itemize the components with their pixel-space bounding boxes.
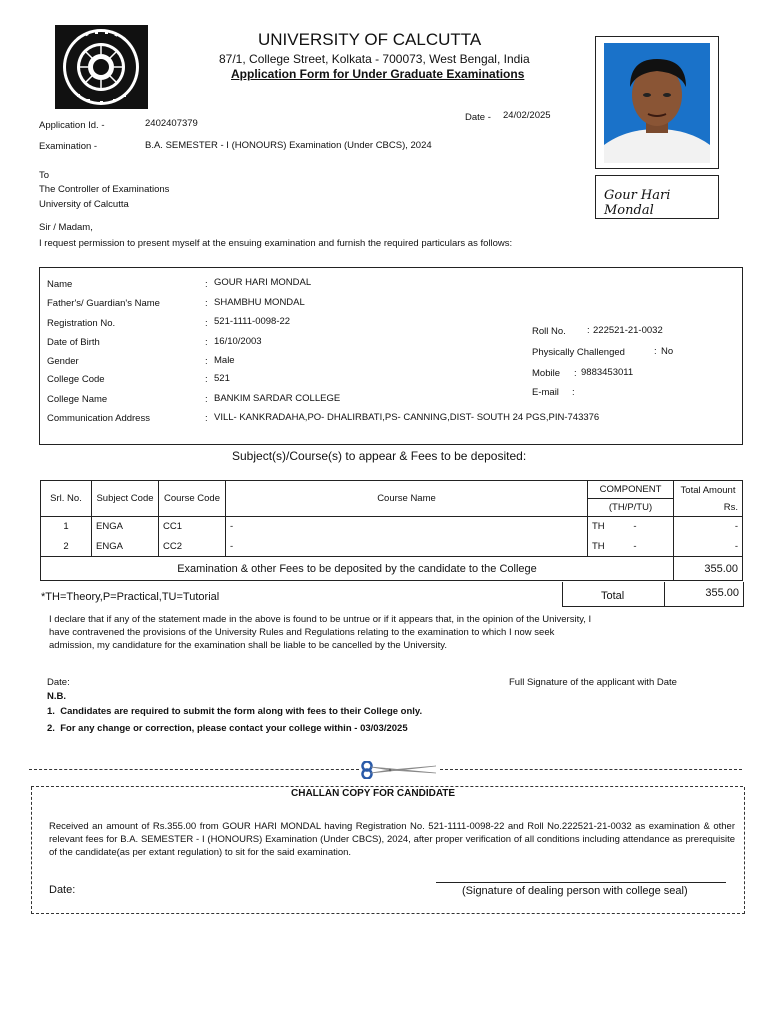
form-title: Application Form for Under Graduate Examinations: [231, 67, 525, 81]
colon: :: [205, 394, 208, 405]
colon: :: [654, 346, 657, 357]
colon: :: [587, 325, 590, 336]
physically-challenged-label: Physically Challenged: [532, 347, 625, 358]
colon: :: [572, 387, 575, 398]
applicant-signature-label: Full Signature of the applicant with Date: [509, 677, 677, 688]
name-label: Name: [47, 279, 73, 290]
applicant-signature: Gour Hari Mondal: [604, 188, 671, 218]
nb-label: N.B.: [47, 691, 66, 702]
addressee-line2: University of Calcutta: [39, 199, 129, 210]
gender-label: Gender: [47, 356, 79, 367]
declaration-line3: admission, my candidature for the examination shall be liable to be cancelled by the University.: [49, 640, 447, 651]
subjects-heading: Subject(s)/Course(s) to appear & Fees to be deposited:: [232, 449, 527, 463]
colon: :: [205, 356, 208, 367]
applicant-photo: [595, 36, 719, 169]
colon: :: [205, 413, 208, 424]
note-2-text: For any change or correction, please contact your college within - 03/03/2025: [60, 723, 408, 734]
university-address: 87/1, College Street, Kolkata - 700073, West Bengal, India: [219, 52, 530, 66]
fees-row: [41, 557, 743, 581]
dealing-signature-label: (Signature of dealing person with college seal): [462, 885, 688, 897]
colon: :: [205, 298, 208, 309]
col-srl: Srl. No.: [41, 481, 92, 517]
row-amount: -: [674, 517, 743, 537]
note-2-number: 2.: [47, 723, 55, 734]
email-label: E-mail: [532, 387, 559, 398]
college-code-label: College Code: [47, 374, 105, 385]
col-total-sub: Rs.: [723, 501, 738, 513]
col-component-sub: (TH/P/TU): [608, 502, 653, 513]
mobile-value: 9883453011: [581, 367, 634, 378]
col-component: [588, 481, 674, 517]
examination-value: B.A. SEMESTER - I (HONOURS) Examination (Under CBCS), 2024: [145, 140, 432, 151]
table-row: [41, 517, 743, 537]
address-label: Communication Address: [47, 413, 150, 424]
logo-seal-icon: [55, 25, 148, 109]
table-row: [41, 537, 743, 557]
row-component-value: TH: [592, 521, 605, 533]
total-label: Total: [601, 590, 625, 602]
row-course: CC2: [159, 537, 226, 557]
roll-value: 222521-21-0032: [593, 325, 663, 336]
university-title: UNIVERSITY OF CALCUTTA: [258, 30, 482, 49]
challan-title: CHALLAN COPY FOR CANDIDATE: [291, 788, 456, 799]
row-subject: ENGA: [92, 517, 159, 537]
colon: :: [574, 368, 577, 379]
father-value: SHAMBHU MONDAL: [214, 297, 305, 308]
col-course-code: Course Code: [159, 481, 226, 517]
colon: :: [205, 279, 208, 290]
salutation: Sir / Madam,: [39, 222, 93, 233]
mobile-label: Mobile: [532, 368, 560, 379]
name-value: GOUR HARI MONDAL: [214, 277, 312, 288]
declaration-line1: I declare that if any of the statement made in the above is found to be untrue or if it appears that, in the opinion of the University, I: [49, 614, 592, 625]
registration-value: 521-1111-0098-22: [214, 316, 291, 327]
challan-date-label: Date:: [49, 884, 76, 896]
component-legend: *TH=Theory,P=Practical,TU=Tutorial: [41, 591, 220, 603]
colon: :: [205, 374, 208, 385]
to-label: To: [39, 170, 50, 181]
row-component-dash: -: [633, 521, 637, 533]
declaration-date-label: Date:: [47, 677, 70, 688]
college-name-value: BANKIM SARDAR COLLEGE: [214, 393, 341, 404]
row-srl: 2: [41, 537, 92, 557]
row-course: CC1: [159, 517, 226, 537]
physically-challenged-value: No: [661, 346, 674, 357]
date-label: Date -: [465, 112, 491, 123]
subjects-table: [40, 480, 743, 581]
college-code-value: 521: [214, 373, 230, 384]
request-text: I request permission to present myself at the ensuing examination and furnish the required particulars as follows:: [39, 238, 513, 249]
address-value: VILL- KANKRADAHA,PO- DHALIRBATI,PS- CANNING,DIST- SOUTH 24 PGS,PIN-743376: [214, 412, 600, 423]
col-subject-code: Subject Code: [92, 481, 159, 517]
table-header-row: [41, 481, 743, 517]
fees-value: 355.00: [674, 557, 743, 581]
col-total-label: Total Amount: [680, 484, 736, 496]
row-srl: 1: [41, 517, 92, 537]
row-component: [588, 517, 674, 537]
colon: :: [205, 318, 208, 329]
fees-label: Examination & other Fees to be deposited by the candidate to the College: [41, 557, 674, 581]
row-course-name: -: [226, 537, 588, 557]
col-component-label: COMPONENT: [588, 481, 673, 499]
application-id-value: 2402407379: [145, 118, 198, 129]
father-label: Father's/ Guardian's Name: [47, 298, 160, 309]
dob-value: 16/10/2003: [214, 336, 262, 347]
signature-box: [595, 175, 719, 219]
row-amount: -: [674, 537, 743, 557]
note-1-number: 1.: [47, 706, 55, 717]
note-1: [47, 706, 422, 717]
dealing-signature-line: [436, 882, 726, 883]
note-2: [47, 723, 408, 734]
roll-label: Roll No.: [532, 326, 566, 337]
colon: :: [205, 337, 208, 348]
row-subject: ENGA: [92, 537, 159, 557]
col-course-name: Course Name: [226, 481, 588, 517]
challan-text: Received an amount of Rs.355.00 from GOUR HARI MONDAL having Registration No. 521-1111-0098-22 and Roll No.222521-21-0032 as examination & other relevant fees for B.A. SEMESTER - I (HONOURS) Examination (Under CBCS), 2024, after proper verification of all conditions including attendance as prerequisite of the candidate(as per extant regulation) to sit for the said examination.: [49, 821, 735, 858]
row-component-dash: -: [633, 540, 637, 552]
addressee-line1: The Controller of Examinations: [39, 184, 170, 195]
total-value: 355.00: [705, 587, 739, 599]
declaration-line2: have contravened the provisions of the University Rules and Regulations relating to the examination to which I now seek: [49, 627, 555, 638]
col-total: [674, 481, 743, 517]
cut-line-right: [440, 769, 742, 770]
applicant-photo-icon: [596, 37, 718, 168]
total-box: [562, 582, 744, 607]
note-1-text: Candidates are required to submit the form along with fees to their College only.: [60, 706, 423, 717]
dob-label: Date of Birth: [47, 337, 100, 348]
cut-line-left: [29, 769, 359, 770]
gender-value: Male: [214, 355, 235, 366]
university-logo: [55, 25, 148, 109]
row-component-value: TH: [592, 540, 605, 552]
row-course-name: -: [226, 517, 588, 537]
examination-label: Examination -: [39, 141, 98, 152]
scissors-icon: [360, 761, 438, 784]
registration-label: Registration No.: [47, 318, 116, 329]
college-name-label: College Name: [47, 394, 108, 405]
date-value: 24/02/2025: [503, 110, 551, 121]
row-component: [588, 537, 674, 557]
application-id-label: Application Id. -: [39, 120, 105, 131]
